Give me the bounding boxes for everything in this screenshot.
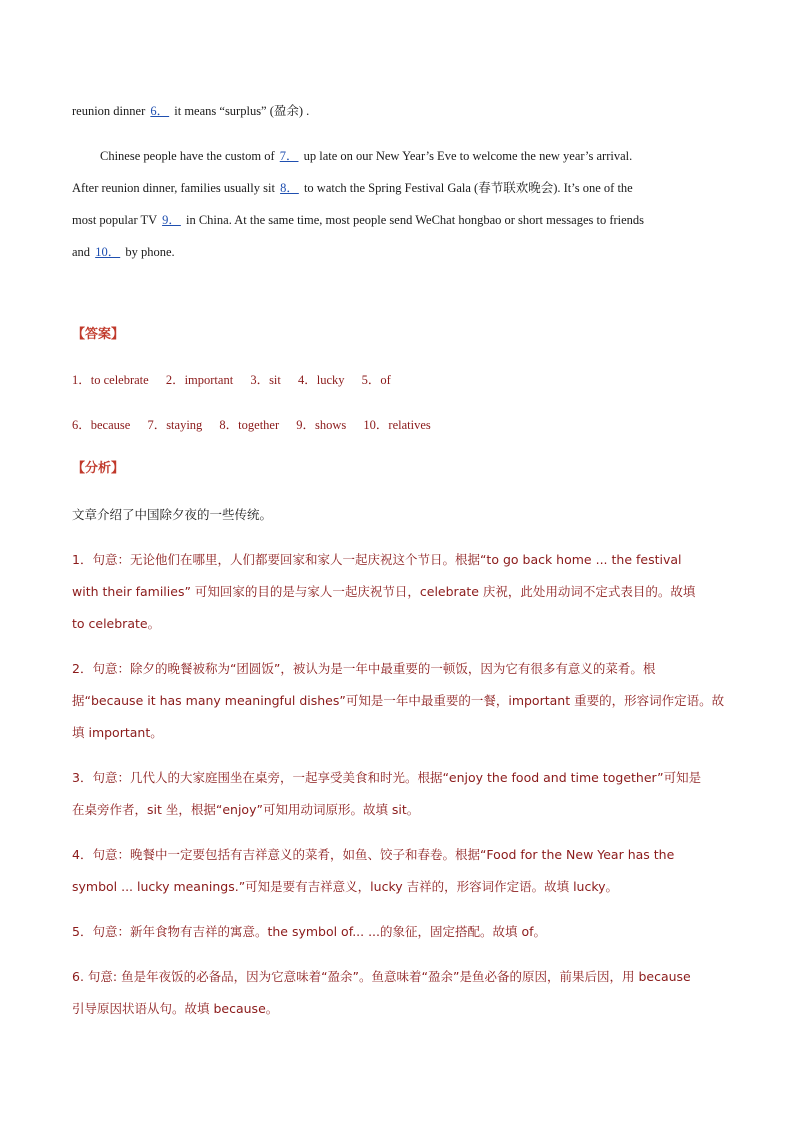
analysis-6-line-1: 6. 句意: 鱼是年夜饭的必备品，因为它意味着“盈余”。鱼意味着“盈余”是鱼必备的原因，前果后因，用 because [72,969,691,984]
passage-text: by phone. [122,245,175,259]
passage-text: and [72,245,94,259]
answer-item: 5．of [361,373,391,387]
blank-9: 9． [162,213,181,227]
analysis-1-line-3: to celebrate。 [72,616,161,631]
analysis-4-line-1: 4．句意：晚餐中一定要包括有吉祥意义的菜肴，如鱼、饺子和春卷。根据“Food for the New Year has the [72,847,675,862]
analysis-3-line-2: 在桌旁作者，sit 坐，根据“enjoy”可知用动词原形。故填 sit。 [72,802,420,817]
passage-text: reunion dinner [72,104,149,118]
answer-item: 4．lucky [298,373,345,387]
blank-6: 6． [150,104,170,118]
analysis-summary: 文章介绍了中国除夕夜的一些传统。 [72,507,273,522]
answers-row-1 [72,372,391,388]
passage-line-1 [72,103,309,119]
answer-item: 3．sit [250,373,281,387]
passage-text: After reunion dinner, families usually sit [72,181,279,195]
analysis-4-line-2: symbol ... lucky meanings.”可知是要有吉祥意义，lucky 吉祥的，形容词作定语。故填 lucky。 [72,879,619,894]
analysis-2-line-3: 填 important。 [72,725,163,740]
analysis-1-line-1: 1．句意：无论他们在哪里，人们都要回家和家人一起庆祝这个节日。根据“to go back home ... the festival [72,552,682,567]
blank-7: 7． [279,149,299,163]
passage-text: Chinese people have the custom of [100,149,278,163]
passage-line-4 [72,212,644,228]
passage-line-2 [100,148,632,164]
passage-text: most popular TV [72,213,161,227]
answers-row-2 [72,417,431,433]
answer-item: 6．because [72,418,131,432]
passage-text: it means “surplus” (盈余) . [171,104,310,118]
blank-8: 8． [280,181,299,195]
analysis-1-line-2: with their families” 可知回家的目的是与家人一起庆祝节日，celebrate 庆祝，此处用动词不定式表目的。故填 [72,584,696,599]
answer-item: 1．to celebrate [72,373,149,387]
analysis-6-line-2: 引导原因状语从句。故填 because。 [72,1001,279,1016]
analysis-heading: 【分析】 [72,461,125,476]
analysis-2-line-1: 2．句意：除夕的晚餐被称为“团圆饭”，被认为是一年中最重要的一顿饭，因为它有很多有意义的菜肴。根 [72,661,656,676]
passage-line-5 [72,244,175,260]
analysis-3-line-1: 3．句意：几代人的大家庭围坐在桌旁，一起享受美食和时光。根据“enjoy the food and time together”可知是 [72,770,702,785]
passage-text: to watch the Spring Festival Gala (春节联欢晚会). It’s one of the [300,181,633,195]
analysis-2-line-2: 据“because it has many meaningful dishes”可知是一年中最重要的一餐，important 重要的，形容词作定语。故 [72,693,725,708]
answer-item: 2．important [165,373,234,387]
blank-10: 10． [95,245,121,259]
passage-text: in China. At the same time, most people send WeChat hongbao or short messages to friends [182,213,645,227]
answer-item: 10．relatives [363,418,431,432]
answer-item: 8．together [219,418,280,432]
analysis-5-line-1: 5．句意：新年食物有吉祥的寓意。the symbol of... ...的象征，固定搭配。故填 of。 [72,924,547,939]
passage-text: up late on our New Year’s Eve to welcome the new year’s arrival. [300,149,633,163]
answer-heading: 【答案】 [72,327,125,342]
passage-line-3 [72,180,633,196]
answer-item: 9．shows [296,418,347,432]
answer-item: 7．staying [147,418,203,432]
